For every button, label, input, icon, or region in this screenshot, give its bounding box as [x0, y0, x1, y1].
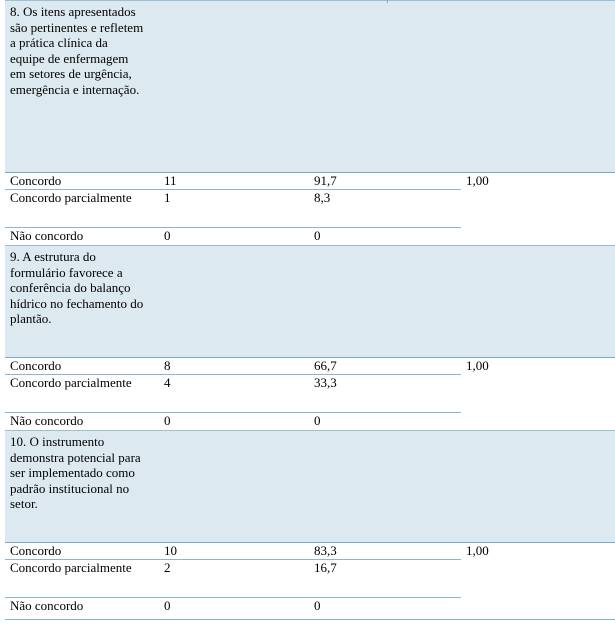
response-count: 11	[164, 173, 177, 188]
table-row	[5, 560, 615, 598]
response-count: 10	[164, 543, 177, 558]
response-percent: 0	[314, 413, 321, 428]
content-validity-index: 1,00	[466, 173, 489, 188]
response-count: 1	[164, 190, 171, 205]
question-text: 8. Os itens apresentados são pertinentes e refletem a prática clínica da equipe de enfermagem em setores de urgência, emergência e internação.	[10, 4, 144, 97]
response-label: Não concordo	[10, 228, 84, 243]
response-count: 4	[164, 375, 171, 390]
response-count: 0	[164, 228, 171, 243]
content-validity-index: 1,00	[466, 358, 489, 373]
response-label: Concordo	[10, 543, 62, 558]
response-label: Concordo	[10, 358, 62, 373]
response-count: 2	[164, 560, 171, 575]
table-row	[5, 598, 615, 620]
response-count: 8	[164, 358, 171, 373]
table-row	[5, 190, 615, 228]
response-percent: 66,7	[314, 358, 337, 373]
table-row	[5, 173, 615, 190]
response-count: 0	[164, 413, 171, 428]
question-header-10	[5, 430, 615, 543]
question-header-9	[5, 245, 615, 358]
response-label: Concordo parcialmente	[10, 560, 132, 575]
table-row	[5, 413, 615, 430]
response-percent: 8,3	[314, 190, 331, 205]
response-label: Não concordo	[10, 413, 84, 428]
response-percent: 0	[314, 598, 321, 613]
response-percent: 91,7	[314, 173, 337, 188]
response-label: Concordo parcialmente	[10, 190, 132, 205]
table-row	[5, 375, 615, 413]
table-row	[5, 543, 615, 560]
response-label: Concordo	[10, 173, 62, 188]
response-percent: 0	[314, 228, 321, 243]
table-row	[5, 228, 615, 245]
response-percent: 83,3	[314, 543, 337, 558]
response-count: 0	[164, 598, 171, 613]
table-row	[5, 358, 615, 375]
response-percent: 33,3	[314, 375, 337, 390]
question-text: 9. A estrutura do formulário favorece a conferência do balanço hídrico no fechamento do plantão.	[10, 249, 144, 326]
validation-table	[5, 0, 615, 620]
response-label: Concordo parcialmente	[10, 375, 132, 390]
content-validity-index: 1,00	[466, 543, 489, 558]
question-text: 10. O instrumento demonstra potencial para ser implementado como padrão institucional no setor.	[10, 434, 141, 511]
question-header-8	[5, 0, 615, 173]
table-bottom-border	[5, 619, 615, 620]
response-percent: 16,7	[314, 560, 337, 575]
column-tick	[387, 0, 388, 3]
response-label: Não concordo	[10, 598, 84, 613]
